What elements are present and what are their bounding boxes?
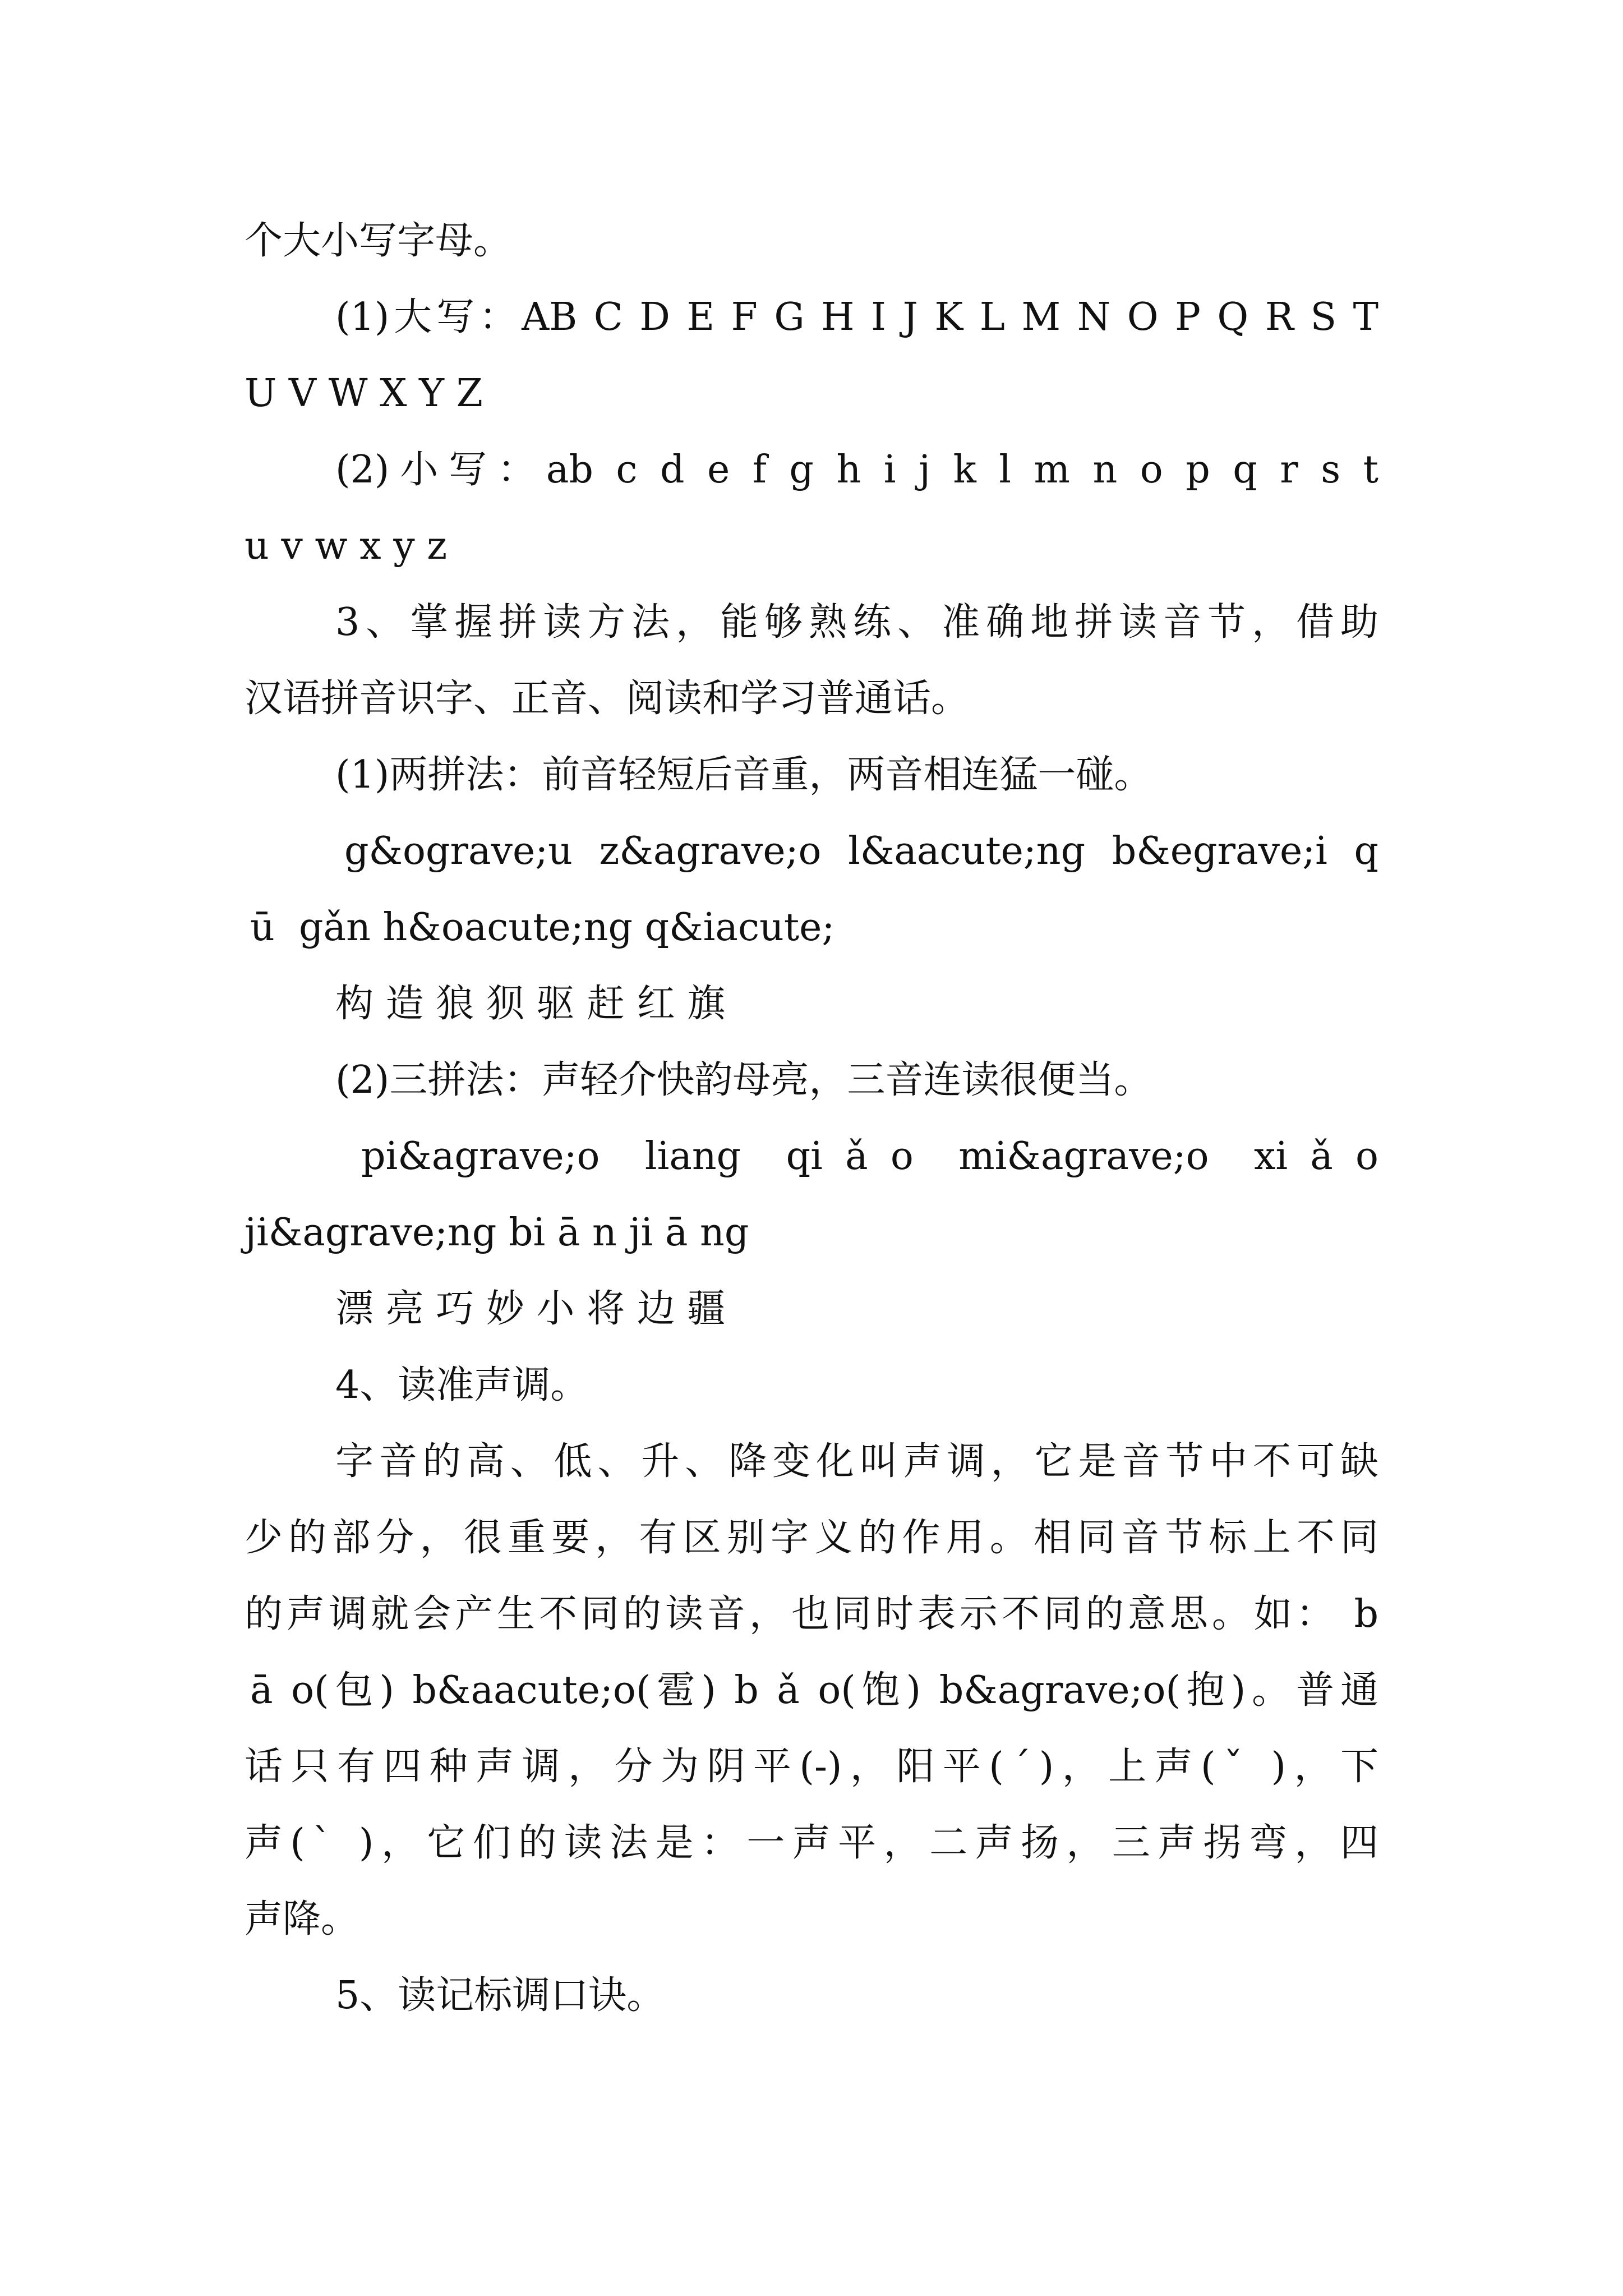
text-line-19: 的声调就会产生不同的读音，也同时表示不同的意思。如： b (245, 1592, 1378, 1636)
text-line-13: pi&agrave;o liang qi ǎ o mi&agrave;o xi ǎ o (361, 1134, 1378, 1179)
text-line-8: (1)两拼法：前音轻短后音重，两音相连猛一碰。 (335, 753, 1152, 797)
text-line-3: U V W X Y Z (245, 371, 483, 416)
text-line-5: u v w x y z (245, 524, 448, 568)
text-line-9: g&ograve;u z&agrave;o l&aacute;ng b&egrave;i q (344, 829, 1378, 873)
text-line-14: ji&agrave;ng bi ā n ji ā ng (245, 1211, 749, 1255)
text-line-16: 4、读准声调。 (335, 1363, 589, 1407)
text-line-23: 声降。 (245, 1897, 359, 1941)
text-line-4: (2)小写：ab c d e f g h i j k l m n o p q r s t (335, 448, 1378, 492)
text-line-1: 个大小写字母。 (245, 219, 512, 263)
text-line-24: 5、读记标调口诀。 (335, 1973, 665, 2018)
text-line-12: (2)三拼法：声轻介快韵母亮，三音连读很便当。 (335, 1058, 1152, 1102)
text-line-2: (1)大写：AB C D E F G H I J K L M N O P Q R S T (335, 295, 1378, 339)
text-line-10: ū gǎn h&oacute;ng q&iacute; (250, 905, 835, 950)
text-line-6: 3、掌握拼读方法，能够熟练、准确地拼读音节，借助 (335, 600, 1378, 645)
text-line-7: 汉语拼音识字、正音、阅读和学习普通话。 (245, 677, 970, 721)
text-line-11: 构 造 狼 狈 驱 赶 红 旗 (335, 982, 726, 1026)
text-line-21: 话只有四种声调，分为阴平(-)，阳平(ˊ)，上声(ˇ )，下 (245, 1745, 1378, 1789)
text-line-22: 声(ˋ )，它们的读法是：一声平，二声扬，三声拐弯，四 (245, 1821, 1378, 1865)
text-line-17: 字音的高、低、升、降变化叫声调，它是音节中不可缺 (335, 1439, 1378, 1484)
text-line-15: 漂 亮 巧 妙 小 将 边 疆 (335, 1287, 726, 1331)
text-line-18: 少的部分，很重要，有区别字义的作用。相同音节标上不同 (245, 1516, 1378, 1560)
text-line-20: ā o(包) b&aacute;o(雹) b ǎ o(饱) b&agrave;o(抱)。普通 (250, 1668, 1378, 1713)
